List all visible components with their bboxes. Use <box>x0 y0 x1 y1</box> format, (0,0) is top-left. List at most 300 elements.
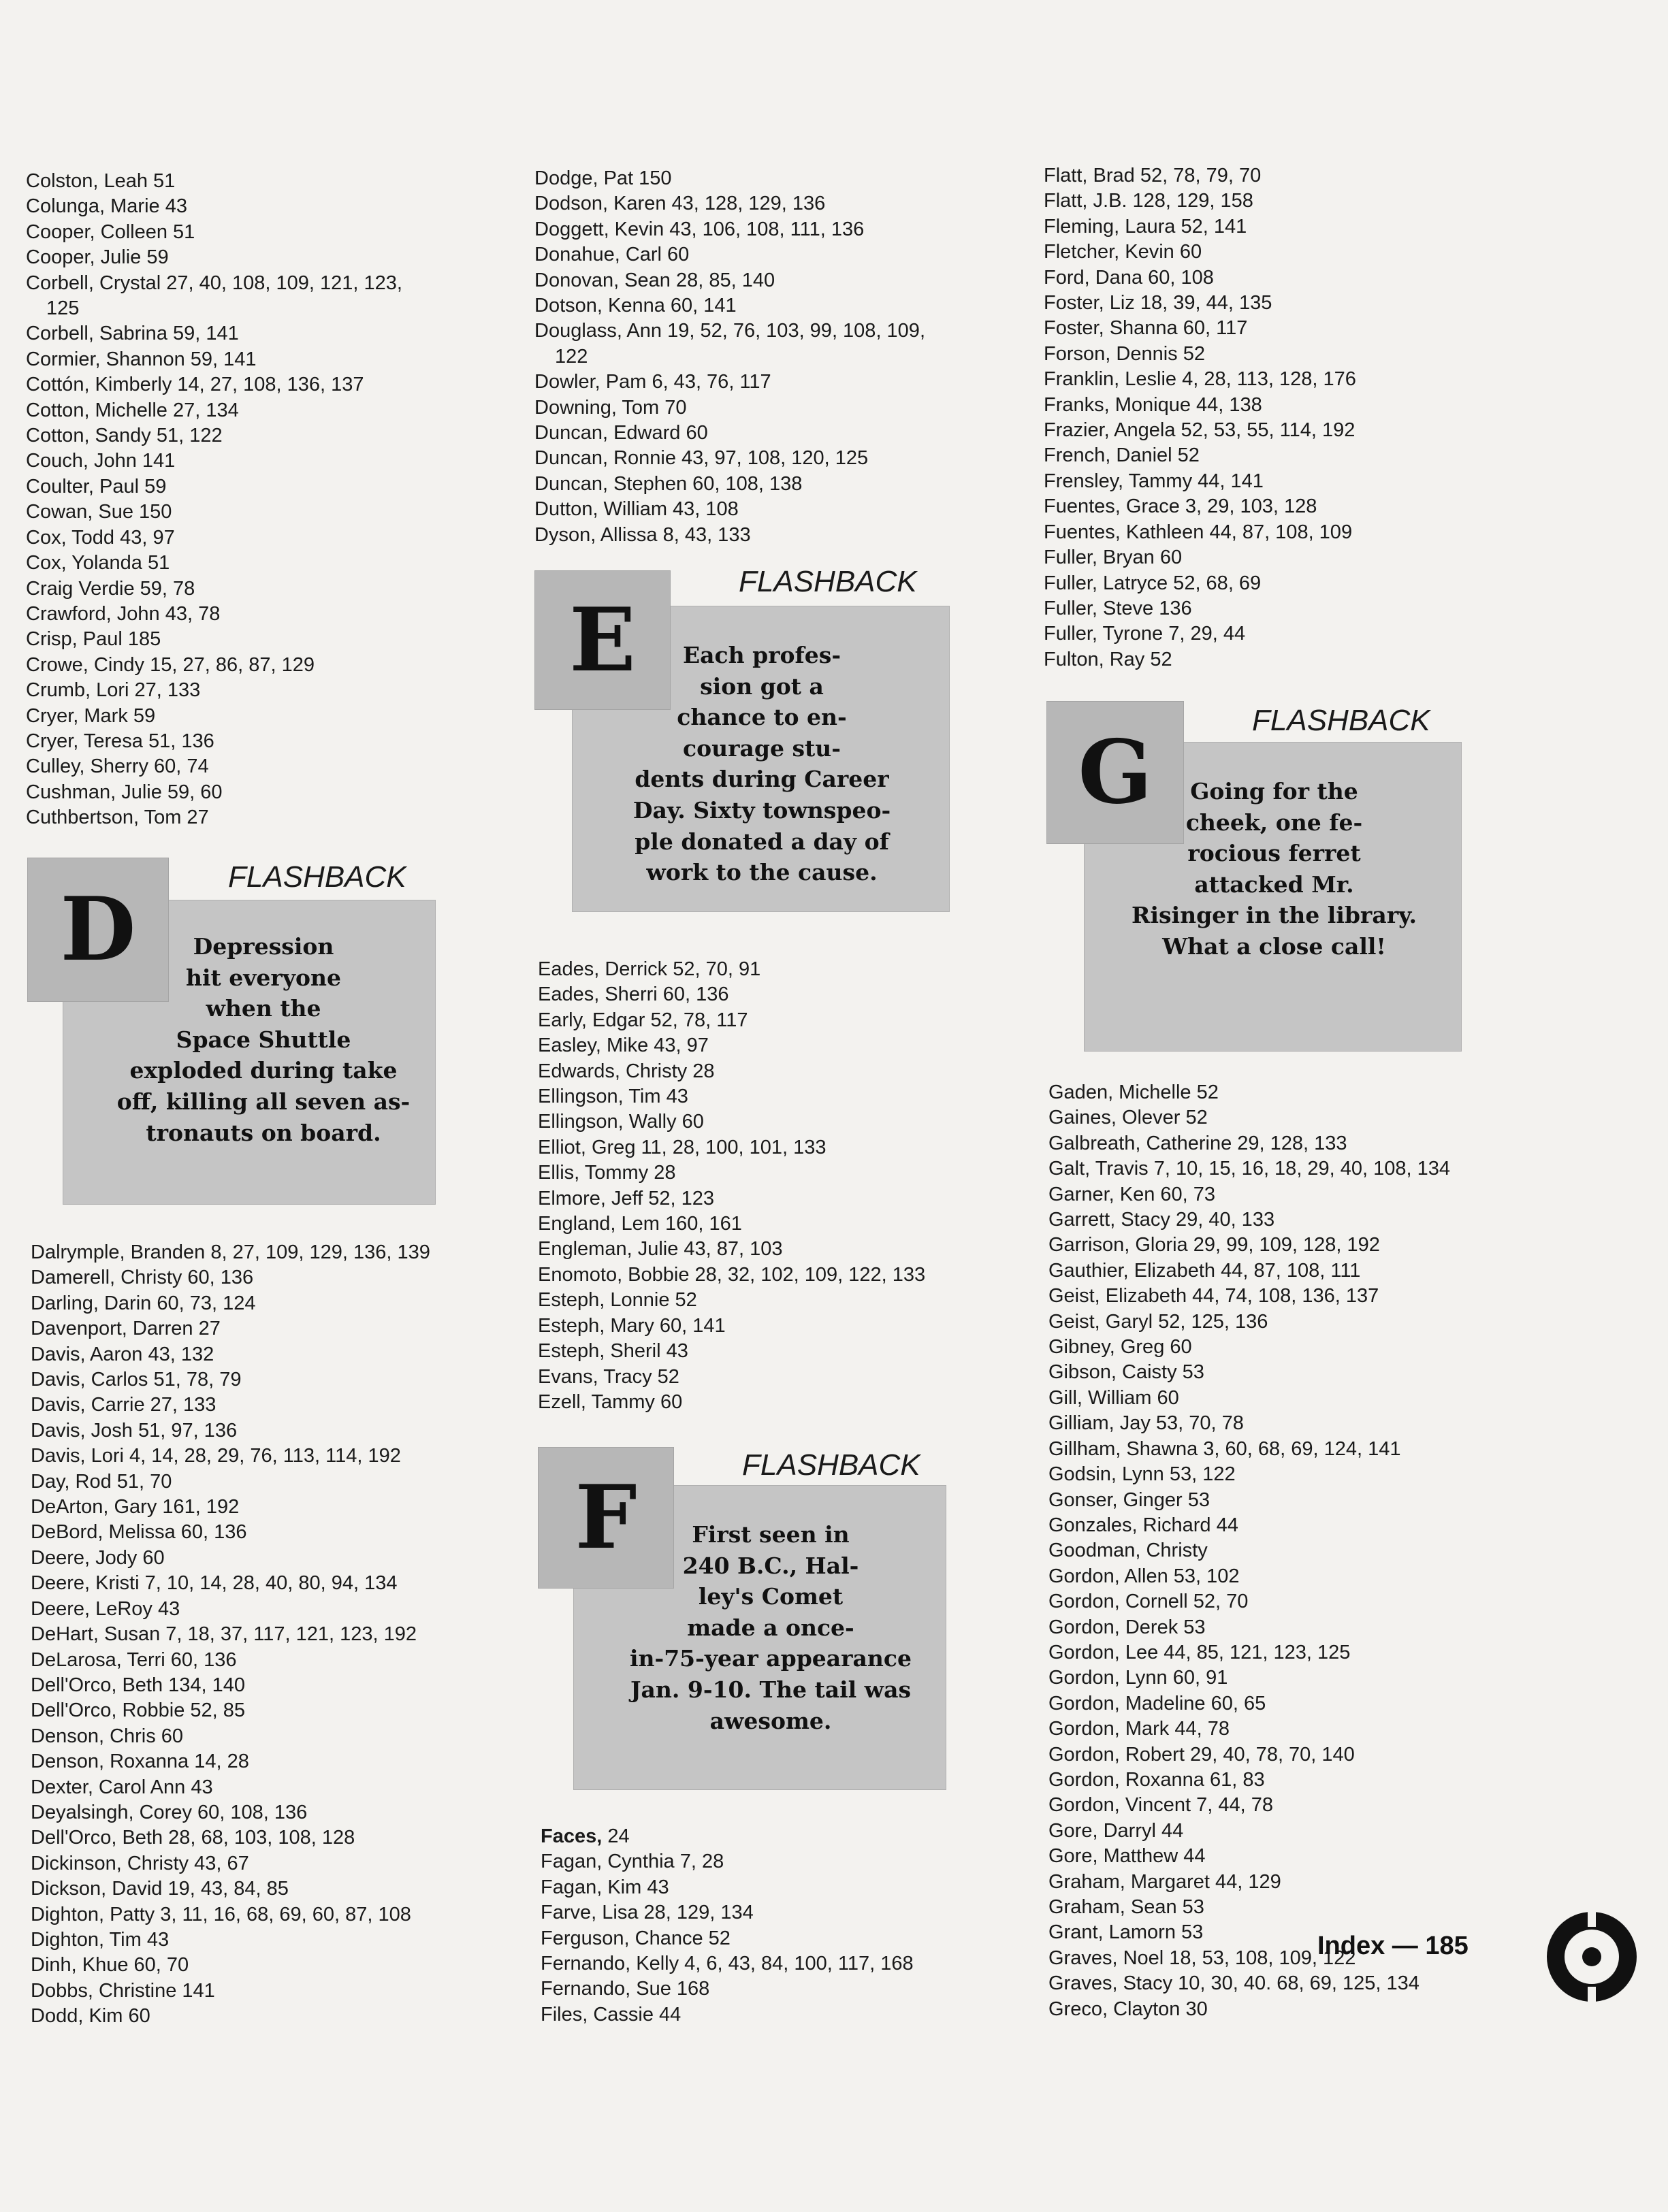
index-entry <box>31 1876 528 1902</box>
index-entry <box>1044 596 1541 621</box>
index-entry-line: Ezell, Tammy 60 <box>538 1390 683 1413</box>
index-entry-line: Gordon, Lee 44, 85, 121, 123, 125 <box>1048 1641 1351 1663</box>
index-entry <box>538 1033 1035 1058</box>
index-entry <box>538 1314 1035 1339</box>
index-entry-line: Davis, Josh 51, 97, 136 <box>31 1419 238 1442</box>
index-entry-line: Faces, 24 <box>541 1825 630 1847</box>
index-entry <box>26 729 523 754</box>
index-entry-line: Dotson, Kenna 60, 141 <box>534 295 737 317</box>
index-entry <box>1044 342 1541 367</box>
index-entry <box>26 347 523 372</box>
index-entry <box>541 2002 1038 2028</box>
index-entry-line: Galt, Travis 7, 10, 15, 16, 18, 29, 40, 108, 134 <box>1048 1158 1451 1180</box>
index-entry <box>26 805 523 830</box>
index-entry-line: Dobbs, Christine 141 <box>31 1979 215 2002</box>
index-entry <box>1048 1997 1545 2022</box>
flashback-text-line: Depression <box>193 933 334 960</box>
flashback-text-line: sion got a <box>700 672 824 700</box>
index-entry <box>1048 1538 1545 1563</box>
index-entry <box>1044 316 1541 341</box>
flashback-text-line: exploded during take <box>129 1057 398 1084</box>
index-entry-line: Darling, Darin 60, 73, 124 <box>31 1292 256 1314</box>
flashback-e-text <box>601 640 923 888</box>
flashback-text-line: made a once- <box>687 1614 854 1641</box>
flashback-d <box>27 858 436 1205</box>
index-entry <box>534 472 1031 497</box>
index-entry-line: Dexter, Carol Ann 43 <box>31 1776 213 1798</box>
index-entry <box>26 576 523 602</box>
flashback-f <box>538 1443 946 1790</box>
index-entry <box>1044 214 1541 240</box>
index-entry-line: Dighton, Tim 43 <box>31 1928 170 1951</box>
index-entry-line: Ellis, Tommy 28 <box>538 1162 676 1184</box>
index-entry <box>1048 1971 1545 1996</box>
index-entry-line: Fuller, Steve 136 <box>1044 597 1192 619</box>
flashback-text-line: First seen in <box>692 1521 850 1548</box>
index-entry-line: Gonzales, Richard 44 <box>1048 1514 1238 1536</box>
index-entry-line: DeHart, Susan 7, 18, 37, 117, 121, 123, 192 <box>31 1623 417 1646</box>
index-entry-line: Damerell, Christy 60, 136 <box>31 1267 254 1289</box>
flashback-text-line: tronauts on board. <box>146 1119 381 1146</box>
index-entry-line: England, Lem 160, 161 <box>538 1213 742 1235</box>
index-entry-continuation: 122 <box>555 345 588 368</box>
index-entry <box>1044 545 1541 570</box>
index-entry-line: Dell'Orco, Beth 134, 140 <box>31 1674 246 1696</box>
index-entry-line: Cryer, Mark 59 <box>26 704 156 727</box>
index-entry <box>31 1316 528 1341</box>
page-number-label: Index — 185 <box>1317 1932 1469 1960</box>
index-entry <box>1048 1589 1545 1614</box>
index-entry-line: Davis, Carrie 27, 133 <box>31 1394 216 1416</box>
index-entry-line: Gordon, Mark 44, 78 <box>1048 1718 1230 1740</box>
index-entry-line: Graham, Margaret 44, 129 <box>1048 1870 1281 1893</box>
index-entry <box>538 1008 1035 1033</box>
index-entry-line: Fernando, Sue 168 <box>541 1978 710 2000</box>
index-entry <box>1044 520 1541 545</box>
index-entry-line: Flatt, Brad 52, 78, 79, 70 <box>1044 165 1262 186</box>
index-entry <box>26 525 523 551</box>
index-entry-line: Ferguson, Chance 52 <box>541 1927 731 1949</box>
index-group-g <box>1048 1080 1545 2022</box>
index-column-3-g <box>1048 1080 1545 2022</box>
index-entry-line: Esteph, Mary 60, 141 <box>538 1314 726 1337</box>
index-entry <box>1048 1946 1545 1971</box>
index-entry-line: Enomoto, Bobbie 28, 32, 102, 109, 122, 133 <box>538 1263 926 1286</box>
index-column-2-f <box>541 1824 1038 2028</box>
index-entry <box>1048 1742 1545 1768</box>
index-entry <box>31 1520 528 1545</box>
index-entry-line: Fernando, Kelly 4, 6, 43, 84, 100, 117, 168 <box>541 1953 914 1975</box>
index-entry-line: Foster, Liz 18, 39, 44, 135 <box>1044 292 1272 314</box>
index-entry <box>26 500 523 525</box>
index-entry <box>26 780 523 805</box>
index-entry <box>534 242 1031 267</box>
flashback-text-line: rocious ferret <box>1187 840 1361 867</box>
index-entry-line: French, Daniel 52 <box>1044 444 1200 467</box>
index-entry <box>31 1418 528 1444</box>
index-entry <box>1044 367 1541 392</box>
index-entry-line: Fagan, Kim 43 <box>541 1876 669 1898</box>
index-entry <box>534 293 1031 319</box>
index-entry <box>538 1059 1035 1084</box>
index-entry-line: Crowe, Cindy 15, 27, 86, 87, 129 <box>26 653 315 676</box>
index-entry <box>1044 571 1541 596</box>
index-entry-line: Fleming, Laura 52, 141 <box>1044 215 1247 238</box>
index-entry-line: Goodman, Christy <box>1048 1540 1208 1562</box>
index-entry-line: Engleman, Julie 43, 87, 103 <box>538 1238 783 1260</box>
index-entry <box>1048 1335 1545 1360</box>
index-entry <box>26 653 523 678</box>
index-entry <box>538 982 1035 1007</box>
index-entry <box>534 421 1031 446</box>
index-entry <box>26 602 523 627</box>
index-entry <box>1044 291 1541 316</box>
index-entry-line: Geist, Elizabeth 44, 74, 108, 136, 137 <box>1048 1285 1379 1307</box>
index-entry <box>1044 418 1541 443</box>
flashback-text-line: Day. Sixty townspeo- <box>632 796 891 824</box>
index-entry-line: Gill, William 60 <box>1048 1386 1179 1409</box>
flashback-text-line: chance to en- <box>677 704 847 731</box>
index-entry <box>31 1825 528 1851</box>
index-entry-line: Colunga, Marie 43 <box>26 195 187 218</box>
index-entry-line: Files, Cassie 44 <box>541 2003 681 2026</box>
index-entry <box>31 1597 528 1622</box>
index-entry-line: Davis, Carlos 51, 78, 79 <box>31 1369 242 1391</box>
index-entry <box>31 1342 528 1367</box>
index-entry-line: Deere, Jody 60 <box>31 1546 165 1569</box>
index-entry <box>26 627 523 652</box>
index-entry <box>1048 1284 1545 1309</box>
index-entry <box>31 1291 528 1316</box>
index-entry-line: Esteph, Lonnie 52 <box>538 1289 697 1312</box>
index-entry-line: Duncan, Edward 60 <box>534 422 708 444</box>
index-entry-line: Dickson, David 19, 43, 84, 85 <box>31 1878 289 1900</box>
index-entry-line: Crumb, Lori 27, 133 <box>26 679 201 702</box>
index-entry-line: DeLarosa, Terri 60, 136 <box>31 1648 237 1671</box>
flashback-text-line: Risinger in the library. <box>1132 902 1417 929</box>
index-entry <box>26 245 523 270</box>
index-column-1-d <box>31 1240 528 2030</box>
index-entry <box>538 1160 1035 1186</box>
index-entry <box>26 678 523 703</box>
index-entry <box>538 1109 1035 1135</box>
index-entry-line: Cox, Todd 43, 97 <box>26 526 175 549</box>
index-entry-line: Gordon, Allen 53, 102 <box>1048 1565 1240 1587</box>
index-entry-line: Fuller, Tyrone 7, 29, 44 <box>1044 623 1246 645</box>
flashback-g-title: FLASHBACK <box>1252 704 1430 737</box>
index-entry-line: Davis, Lori 4, 14, 28, 29, 76, 113, 114, 192 <box>31 1445 401 1467</box>
index-entry-line: Cormier, Shannon 59, 141 <box>26 348 257 370</box>
index-entry-line: Dickinson, Christy 43, 67 <box>31 1852 249 1874</box>
flashback-e-letter: E <box>569 589 636 692</box>
index-entry-line: Franklin, Leslie 4, 28, 113, 128, 176 <box>1044 368 1356 391</box>
index-entry <box>31 2004 528 2029</box>
index-entry-line: Denson, Roxanna 14, 28 <box>31 1751 249 1773</box>
flashback-f-letter: F <box>575 1467 637 1569</box>
flashback-text-line: ley's Comet <box>698 1583 844 1610</box>
flashback-text-line: hit everyone <box>186 964 341 991</box>
flashback-f-text <box>614 1519 927 1736</box>
index-entry-line: Gordon, Madeline 60, 65 <box>1048 1692 1266 1714</box>
index-entry-line: Gibson, Caisty 53 <box>1048 1361 1204 1384</box>
index-entry-line: DeBord, Melissa 60, 136 <box>31 1521 247 1544</box>
index-entry-line: DeArton, Gary 161, 192 <box>31 1496 240 1518</box>
index-entry <box>26 704 523 729</box>
index-entry <box>538 1365 1035 1390</box>
index-entry <box>31 1851 528 1876</box>
index-entry-line: Dodson, Karen 43, 128, 129, 136 <box>534 193 826 215</box>
index-entry <box>534 191 1031 216</box>
index-entry-line: Dalrymple, Branden 8, 27, 109, 129, 136, 139 <box>31 1241 430 1263</box>
index-entry <box>1044 189 1541 214</box>
index-entry <box>1044 494 1541 519</box>
index-entry <box>31 1265 528 1290</box>
index-column-1 <box>26 169 523 831</box>
index-entry-line: Flatt, J.B. 128, 129, 158 <box>1044 190 1253 212</box>
index-entry <box>31 1724 528 1749</box>
index-entry <box>1048 1207 1545 1233</box>
index-entry <box>1048 1131 1545 1156</box>
index-entry <box>1044 621 1541 647</box>
index-entry-line: Evans, Tracy 52 <box>538 1365 679 1388</box>
index-entry-line: Fulton, Ray 52 <box>1044 648 1172 670</box>
index-entry-line: Graves, Noel 18, 53, 108, 109, 122 <box>1048 1947 1356 1969</box>
index-entry <box>26 449 523 474</box>
index-entry <box>31 1749 528 1774</box>
index-group-c <box>26 169 523 831</box>
flashback-text-line: courage stu- <box>683 734 841 762</box>
index-entry <box>1048 1920 1545 1945</box>
index-entry <box>26 372 523 397</box>
index-entry-line: Gaines, Olever 52 <box>1048 1107 1208 1129</box>
index-entry-line: Fuller, Latryce 52, 68, 69 <box>1044 572 1262 594</box>
index-column-2 <box>534 166 1031 548</box>
index-entry <box>534 497 1031 522</box>
index-entry <box>1048 1819 1545 1844</box>
index-entry <box>31 1800 528 1825</box>
index-entry <box>1048 1513 1545 1538</box>
index-entry-line: Gibney, Greg 60 <box>1048 1336 1192 1359</box>
index-entry-line: Culley, Sherry 60, 74 <box>26 755 209 778</box>
flashback-text-line: Space Shuttle <box>176 1026 351 1053</box>
index-entry-line: Ford, Dana 60, 108 <box>1044 266 1214 289</box>
index-entry-line: Franks, Monique 44, 138 <box>1044 393 1262 416</box>
index-entry-line: Fuentes, Kathleen 44, 87, 108, 109 <box>1044 521 1353 543</box>
flashback-text-line: awesome. <box>709 1707 832 1734</box>
index-group-d <box>31 1240 528 2030</box>
index-entry <box>1048 1564 1545 1589</box>
index-entry-line: Gordon, Vincent 7, 44, 78 <box>1048 1794 1273 1817</box>
index-entry-line: Farve, Lisa 28, 129, 134 <box>541 1902 754 1924</box>
index-entry <box>1044 240 1541 265</box>
index-entry-line: Galbreath, Catherine 29, 128, 133 <box>1048 1132 1347 1154</box>
index-entry <box>1048 1844 1545 1869</box>
index-entry-continuation: 125 <box>46 297 80 320</box>
flashback-text-line: dents during Career <box>635 766 889 793</box>
index-entry-line: Colston, Leah 51 <box>26 170 176 192</box>
index-entry <box>31 1393 528 1418</box>
index-entry <box>31 1367 528 1393</box>
index-entry-line: Cowan, Sue 150 <box>26 501 172 523</box>
index-group-f <box>541 1824 1038 2028</box>
index-entry <box>31 1648 528 1673</box>
index-entry <box>1048 1691 1545 1717</box>
index-entry <box>534 319 1031 370</box>
index-entry-line: Fuentes, Grace 3, 29, 103, 128 <box>1044 495 1317 518</box>
index-entry-line: Dell'Orco, Beth 28, 68, 103, 108, 128 <box>31 1827 355 1849</box>
index-entry-line: Gonser, Ginger 53 <box>1048 1489 1210 1511</box>
flashback-text-line: Going for the <box>1190 778 1358 804</box>
index-group-d-continued <box>534 166 1031 548</box>
index-entry-line: Dowler, Pam 6, 43, 76, 117 <box>534 371 771 393</box>
index-entry <box>26 220 523 245</box>
index-entry <box>26 423 523 449</box>
index-entry <box>26 194 523 219</box>
index-entry <box>31 1571 528 1596</box>
flashback-text-line: in-75-year appearance <box>629 1645 912 1672</box>
index-entry-line: Deere, LeRoy 43 <box>31 1597 180 1620</box>
flashback-text-line: Each profes- <box>682 642 841 668</box>
index-entry <box>26 398 523 423</box>
index-entry <box>541 1977 1038 2002</box>
index-entry-line: Foster, Shanna 60, 117 <box>1044 317 1248 340</box>
index-entry-line: Davis, Aaron 43, 132 <box>31 1343 214 1365</box>
index-entry <box>1048 1768 1545 1793</box>
index-entry <box>26 271 523 322</box>
index-entry <box>1048 1462 1545 1487</box>
flashback-text-line: work to the cause. <box>646 859 878 886</box>
index-entry-line: Graham, Sean 53 <box>1048 1896 1204 1918</box>
index-entry <box>541 1951 1038 1977</box>
index-entry <box>26 169 523 194</box>
index-entry-line: Ellingson, Tim 43 <box>538 1086 688 1108</box>
index-entry <box>1048 1386 1545 1411</box>
index-entry <box>534 166 1031 191</box>
flashback-g <box>1046 701 1462 1052</box>
index-entry <box>1048 1233 1545 1258</box>
index-entry-line: Dyson, Allissa 8, 43, 133 <box>534 523 751 546</box>
flashback-g-text <box>1112 776 1436 962</box>
index-entry <box>538 1186 1035 1211</box>
index-entry <box>31 1673 528 1698</box>
index-entry-line: Gordon, Cornell 52, 70 <box>1048 1591 1249 1613</box>
index-entry-line: Edwards, Christy 28 <box>538 1060 715 1082</box>
index-group-e <box>538 957 1035 1415</box>
index-entry <box>541 1900 1038 1925</box>
flashback-text-line: Jan. 9-10. The tail was <box>630 1676 912 1703</box>
index-entry <box>1048 1258 1545 1284</box>
index-entry-line: Gordon, Robert 29, 40, 78, 70, 140 <box>1048 1743 1355 1766</box>
index-entry <box>538 1084 1035 1109</box>
index-entry <box>1048 1870 1545 1895</box>
index-entry <box>1048 1793 1545 1818</box>
index-entry-line: Gore, Darryl 44 <box>1048 1819 1184 1842</box>
index-entry-line: Frensley, Tammy 44, 141 <box>1044 470 1264 492</box>
index-entry <box>1048 1105 1545 1131</box>
index-entry-line: Cox, Yolanda 51 <box>26 552 170 574</box>
index-entry <box>31 1928 528 1953</box>
index-entry <box>541 1849 1038 1874</box>
index-entry-line: Grant, Lamorn 53 <box>1048 1921 1204 1944</box>
index-entry <box>1048 1665 1545 1691</box>
index-entry <box>1048 1488 1545 1513</box>
flashback-text-line: attacked Mr. <box>1194 871 1354 898</box>
index-entry-line: Easley, Mike 43, 97 <box>538 1035 709 1057</box>
index-entry-line: Geist, Garyl 52, 125, 136 <box>1048 1310 1268 1333</box>
index-entry <box>26 754 523 779</box>
index-entry-line: Cooper, Colleen 51 <box>26 221 195 243</box>
flashback-d-letter: D <box>60 879 136 981</box>
index-entry <box>1048 1615 1545 1640</box>
flashback-d-title: FLASHBACK <box>228 860 406 894</box>
record-disc-icon <box>1544 1909 1639 2004</box>
index-entry <box>1048 1156 1545 1182</box>
index-entry-line: Crawford, John 43, 78 <box>26 602 221 625</box>
index-entry-line: Dell'Orco, Robbie 52, 85 <box>31 1699 246 1722</box>
index-entry <box>534 370 1031 395</box>
index-entry <box>538 1288 1035 1313</box>
index-entry <box>1048 1182 1545 1207</box>
index-entry <box>1044 265 1541 291</box>
index-entry-line: Dodd, Kim 60 <box>31 2005 150 2028</box>
index-entry <box>1048 1437 1545 1462</box>
index-entry-line: Gordon, Lynn 60, 91 <box>1048 1667 1228 1689</box>
index-entry <box>538 1339 1035 1364</box>
index-entry-line: Ellingson, Wally 60 <box>538 1111 704 1133</box>
index-entry-line: Graves, Stacy 10, 30, 40. 68, 69, 125, 134 <box>1048 1972 1420 1995</box>
index-entry <box>31 1469 528 1495</box>
index-entry <box>534 446 1031 471</box>
index-entry <box>26 551 523 576</box>
index-entry-line: Garrison, Gloria 29, 99, 109, 128, 192 <box>1048 1234 1380 1256</box>
flashback-f-title: FLASHBACK <box>742 1448 920 1482</box>
index-entry <box>31 1546 528 1571</box>
index-entry-line: Godsin, Lynn 53, 122 <box>1048 1463 1236 1486</box>
flashback-text-line: ple donated a day of <box>635 828 889 855</box>
index-entry <box>541 1824 1038 1849</box>
flashback-d-text <box>97 931 430 1148</box>
index-entry-line: Frazier, Angela 52, 53, 55, 114, 192 <box>1044 419 1356 442</box>
index-entry <box>541 1875 1038 1900</box>
index-entry <box>1044 443 1541 468</box>
index-entry <box>31 1240 528 1265</box>
flashback-text-line: when the <box>206 995 321 1022</box>
index-entry-line: Garrett, Stacy 29, 40, 133 <box>1048 1209 1275 1231</box>
index-entry-line: Elmore, Jeff 52, 123 <box>538 1187 715 1209</box>
flashback-e <box>534 565 950 912</box>
index-entry-line: Cuthbertson, Tom 27 <box>26 807 209 829</box>
index-entry-line: Dodge, Pat 150 <box>534 167 672 189</box>
index-entry-line: Greco, Clayton 30 <box>1048 1998 1208 2020</box>
index-entry-line: Couch, John 141 <box>26 450 176 472</box>
index-entry <box>1044 393 1541 418</box>
flashback-text-line: What a close call! <box>1162 932 1386 960</box>
index-entry <box>538 1237 1035 1262</box>
index-entry <box>538 1211 1035 1237</box>
index-entry-line: Cushman, Julie 59, 60 <box>26 781 223 803</box>
index-entry-line: Duncan, Stephen 60, 108, 138 <box>534 472 803 495</box>
index-column-2-e <box>538 957 1035 1415</box>
index-entry <box>31 1953 528 1978</box>
index-entry-line: Gilliam, Jay 53, 70, 78 <box>1048 1412 1244 1435</box>
index-entry-line: Cotton, Sandy 51, 122 <box>26 425 223 447</box>
index-entry-line: Gaden, Michelle 52 <box>1048 1081 1219 1103</box>
index-entry-lead: Faces, <box>541 1825 603 1847</box>
index-entry <box>538 1390 1035 1415</box>
index-entry-line: Dutton, William 43, 108 <box>534 498 739 521</box>
index-entry <box>1048 1411 1545 1436</box>
index-entry-line: Fuller, Bryan 60 <box>1044 547 1183 569</box>
